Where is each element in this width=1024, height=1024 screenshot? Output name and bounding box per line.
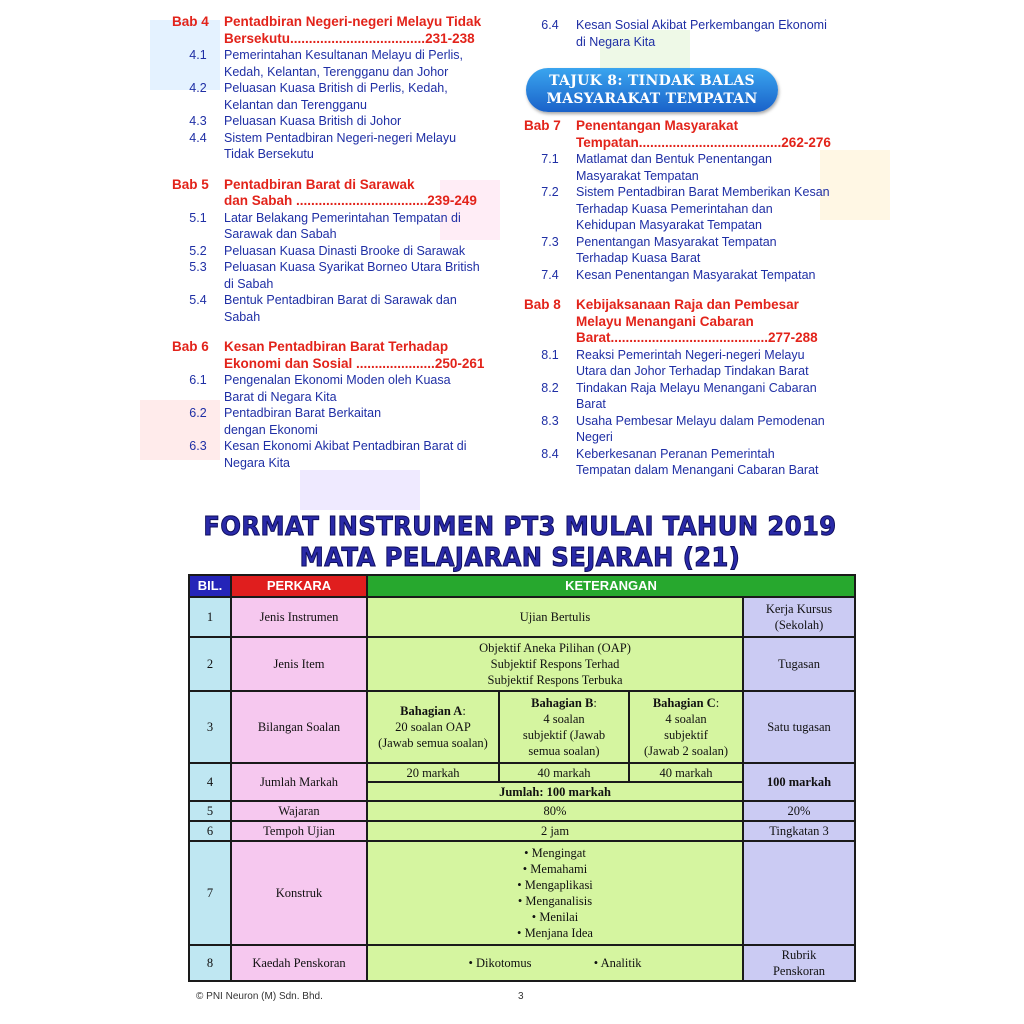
format-heading-line1: FORMAT INSTRUMEN PT3 MULAI TAHUN 2019 <box>203 512 837 542</box>
row-perkara: Kaedah Penskoran <box>231 945 367 981</box>
row-keterangan: 2 jam <box>367 821 743 841</box>
row-kerja-kursus: Tingkatan 3 <box>743 821 855 841</box>
toc-chapter-heading <box>524 297 864 347</box>
toc-subitem-number: 4.4 <box>189 130 207 145</box>
toc-page-range: 231-238 <box>425 30 475 46</box>
markah-a-cell: 20 markah <box>367 763 499 782</box>
row-perkara: Bilangan Soalan <box>231 691 367 763</box>
toc-subitem-text: Peluasan Kuasa British di Johor <box>224 114 402 128</box>
toc-subitem <box>172 243 502 260</box>
toc-subitem-number: 8.4 <box>541 446 559 461</box>
toc-subitem-text: Kesan Penentangan Masyarakat Tempatan <box>576 267 816 282</box>
table-header-row <box>189 575 855 597</box>
toc-page-range: 239-249 <box>427 193 477 208</box>
toc-subitem-number: 6.1 <box>189 373 207 387</box>
row-perkara: Wajaran <box>231 801 367 821</box>
toc-subitem <box>172 405 502 438</box>
toc-chapter <box>172 177 502 326</box>
toc-page-range: 277-288 <box>768 330 818 345</box>
toc-chapter-title: Penentangan Masyarakat Tempatan......................................262-276 <box>576 118 831 150</box>
toc-chapter-number: Bab 4 <box>172 14 209 29</box>
toc-subitem-number: 6.2 <box>189 406 207 420</box>
toc-subitem-number: 5.2 <box>189 243 207 258</box>
toc-subitem-text: Bentuk Pentadbiran Barat di Sarawak dan Sabah <box>224 293 457 324</box>
row-kerja-kursus: 100 markah <box>743 763 855 801</box>
toc-chapter-title: Kesan Pentadbiran Barat Terhadap Ekonomi dan Sosial .....................250-261 <box>224 339 485 371</box>
toc-subitem-text: Pengenalan Ekonomi Moden oleh Kuasa Barat di Negara Kita <box>224 373 451 404</box>
table-row <box>189 801 855 821</box>
toc-subitem <box>172 210 502 243</box>
topic-banner-line: MASYARAKAT TEMPATAN <box>546 91 758 107</box>
toc-subitem-text: Kesan Sosial Akibat Perkembangan Ekonomi di Negara Kita <box>576 18 827 49</box>
toc-subitem <box>172 259 502 292</box>
bahagian-a-cell: Bahagian A: 20 soalan OAP (Jawab semua soalan) <box>367 691 499 763</box>
copyright-text: © PNI Neuron (M) Sdn. Bhd. <box>196 991 323 1002</box>
toc-subitem-number: 7.4 <box>541 267 559 282</box>
toc-subitem-text: Kesan Ekonomi Akibat Pentadbiran Barat di Negara Kita <box>224 439 467 470</box>
toc-subitem <box>172 130 502 163</box>
row-number: 6 <box>189 821 231 841</box>
toc-chapter-title: Pentadbiran Negeri-negeri Melayu Tidak Bersekutu....................................231-238 <box>224 14 482 46</box>
toc-subitem <box>172 80 502 113</box>
row-keterangan: Objektif Aneka Pilihan (OAP) Subjektif Respons Terhad Subjektif Respons Terbuka <box>367 637 743 691</box>
list-item: • Memahami <box>522 862 588 876</box>
row-keterangan: 80% <box>367 801 743 821</box>
row-kerja-kursus: 20% <box>743 801 855 821</box>
toc-subitem-text: Usaha Pembesar Melayu dalam Pemodenan Negeri <box>576 413 825 444</box>
toc-subitem-number: 4.1 <box>189 48 207 62</box>
header-keterangan: KETERANGAN <box>367 575 855 597</box>
row-number: 7 <box>189 841 231 945</box>
toc-subitem-number: 5.4 <box>189 293 207 307</box>
toc-subitem-text: Latar Belakang Pemerintahan Tempatan di Sarawak dan Sabah <box>224 210 461 241</box>
bahagian-c-cell: Bahagian C: 4 soalan subjektif (Jawab 2 soalan) <box>629 691 743 763</box>
toc-subitem-number: 8.1 <box>541 347 559 362</box>
row-kerja-kursus: Satu tugasan <box>743 691 855 763</box>
toc-subitem <box>524 267 864 284</box>
toc-subitem <box>524 446 864 479</box>
toc-chapter-title: Pentadbiran Barat di Sarawak dan Sabah ...................................239-249 <box>224 176 477 208</box>
toc-subitem <box>524 380 864 413</box>
toc-subitem-text: Penentangan Masyarakat Tempatan Terhadap Kuasa Barat <box>576 234 777 265</box>
row-kerja-kursus <box>743 841 855 945</box>
toc-chapter-number: Bab 7 <box>524 118 561 133</box>
toc-chapter-number: Bab 8 <box>524 297 561 312</box>
table-row <box>189 945 855 981</box>
row-number: 2 <box>189 637 231 691</box>
toc-subitem <box>172 438 502 471</box>
markah-b-cell: 40 markah <box>499 763 629 782</box>
row-perkara: Jenis Item <box>231 637 367 691</box>
list-item: • Mengaplikasi <box>517 878 593 892</box>
toc-chapter <box>524 297 864 479</box>
toc-subitem-text: Peluasan Kuasa Syarikat Borneo Utara British di Sabah <box>224 260 480 291</box>
topic-banner-line: TAJUK 8: TINDAK BALAS <box>549 73 755 89</box>
row-number: 4 <box>189 763 231 801</box>
toc-subitem <box>524 234 864 267</box>
toc-subitem-number: 7.3 <box>541 234 559 249</box>
format-table <box>188 574 856 982</box>
toc-chapter <box>524 118 864 283</box>
toc-subitem-number: 8.2 <box>541 380 559 395</box>
toc-subitem <box>524 413 864 446</box>
topic-banner <box>526 68 778 112</box>
list-item: • Menilai <box>531 910 579 924</box>
list-item: • Mengingat <box>524 846 586 860</box>
toc-subitem <box>524 347 864 380</box>
toc-chapter-number: Bab 6 <box>172 339 209 354</box>
toc-chapter <box>172 339 502 471</box>
toc-chapter-title: Kebijaksanaan Raja dan Pembesar Melayu Menangani Cabaran Barat..........................................277-288 <box>576 297 818 345</box>
toc-subitem-number: 7.2 <box>541 185 559 199</box>
header-perkara: PERKARA <box>231 575 367 597</box>
row-perkara: Jumlah Markah <box>231 763 367 801</box>
row-kerja-kursus: Tugasan <box>743 637 855 691</box>
table-row <box>189 691 855 763</box>
toc-subitem-text: Peluasan Kuasa British di Perlis, Kedah, Kelantan dan Terengganu <box>224 81 448 112</box>
toc-left-column <box>172 14 502 485</box>
row-keterangan: Ujian Bertulis <box>367 597 743 637</box>
toc-subitem-number: 8.3 <box>541 413 559 428</box>
penskoran-list <box>367 945 743 981</box>
markah-c-cell: 40 markah <box>629 763 743 782</box>
toc-page-range: 250-261 <box>434 355 485 371</box>
toc-subitem-text: Keberkesanan Peranan Pemerintah Tempatan dalam Menangani Cabaran Barat <box>576 446 819 477</box>
toc-subitem-text: Sistem Pentadbiran Negeri-negeri Melayu Tidak Bersekutu <box>224 130 457 161</box>
table-row <box>189 821 855 841</box>
toc-subitem-number: 6.4 <box>541 18 559 32</box>
toc-subitem <box>524 151 864 184</box>
konstruk-list <box>367 841 743 945</box>
toc-subitem-text: Matlamat dan Bentuk Penentangan Masyarakat Tempatan <box>576 152 772 183</box>
bahagian-b-cell: Bahagian B: 4 soalan subjektif (Jawab semua soalan) <box>499 691 629 763</box>
toc-subitem-text: Pemerintahan Kesultanan Melayu di Perlis, Kedah, Kelantan, Terengganu dan Johor <box>224 48 464 79</box>
row-kerja-kursus: Kerja Kursus (Sekolah) <box>743 597 855 637</box>
toc-subitem <box>524 184 864 234</box>
toc-subitem <box>172 113 502 130</box>
toc-chapter-heading <box>172 177 502 210</box>
list-item: • Dikotomus <box>468 956 532 970</box>
toc-subitem <box>172 372 502 405</box>
toc-subitem-number: 6.3 <box>189 439 207 453</box>
row-perkara: Jenis Instrumen <box>231 597 367 637</box>
table-row <box>189 763 855 782</box>
toc-subitem <box>172 292 502 325</box>
toc-subitem-number: 4.3 <box>189 114 207 128</box>
list-item: • Menjana Idea <box>517 926 593 940</box>
header-bil: BIL. <box>189 575 231 597</box>
jumlah-markah-cell: Jumlah: 100 markah <box>367 782 743 801</box>
toc-subitem-text: Reaksi Pemerintah Negeri-negeri Melayu Utara dan Johor Terhadap Tindakan Barat <box>576 347 809 378</box>
toc-right-column <box>524 118 864 493</box>
table-row <box>189 841 855 945</box>
toc-subitem-number: 4.2 <box>189 81 207 95</box>
row-kerja-kursus: Rubrik Penskoran <box>743 945 855 981</box>
toc-chapter-heading <box>172 14 502 47</box>
toc-chapter-number: Bab 5 <box>172 176 209 192</box>
format-heading-line2: MATA PELAJARAN SEJARAH (21) <box>299 543 741 573</box>
toc-chapter-heading <box>172 339 502 372</box>
list-item: • Analitik <box>593 956 642 970</box>
toc-subitem-number: 7.1 <box>541 152 559 166</box>
toc-chapter-heading <box>524 118 864 151</box>
row-number: 8 <box>189 945 231 981</box>
table-row <box>189 637 855 691</box>
page-number: 3 <box>518 991 524 1002</box>
toc-page-range: 262-276 <box>781 134 831 150</box>
row-number: 5 <box>189 801 231 821</box>
toc-subitem-text: Sistem Pentadbiran Barat Memberikan Kesan Terhadap Kuasa Pemerintahan dan Kehidupan Masyarakat Tempatan <box>576 185 830 232</box>
toc-subitem-text: Pentadbiran Barat Berkaitan dengan Ekonomi <box>224 406 382 437</box>
toc-right-top <box>524 17 864 50</box>
list-item: • Menganalisis <box>517 894 593 908</box>
toc-subitem <box>524 17 864 50</box>
toc-subitem <box>172 47 502 80</box>
row-perkara: Konstruk <box>231 841 367 945</box>
toc-subitem-text: Peluasan Kuasa Dinasti Brooke di Sarawak <box>224 243 466 258</box>
toc-subitem-number: 5.1 <box>189 210 207 225</box>
table-row <box>189 597 855 637</box>
toc-subitem-number: 5.3 <box>189 260 207 274</box>
row-number: 3 <box>189 691 231 763</box>
row-number: 1 <box>189 597 231 637</box>
toc-chapter <box>172 14 502 163</box>
toc-subitem-text: Tindakan Raja Melayu Menangani Cabaran Barat <box>576 380 817 411</box>
row-perkara: Tempoh Ujian <box>231 821 367 841</box>
